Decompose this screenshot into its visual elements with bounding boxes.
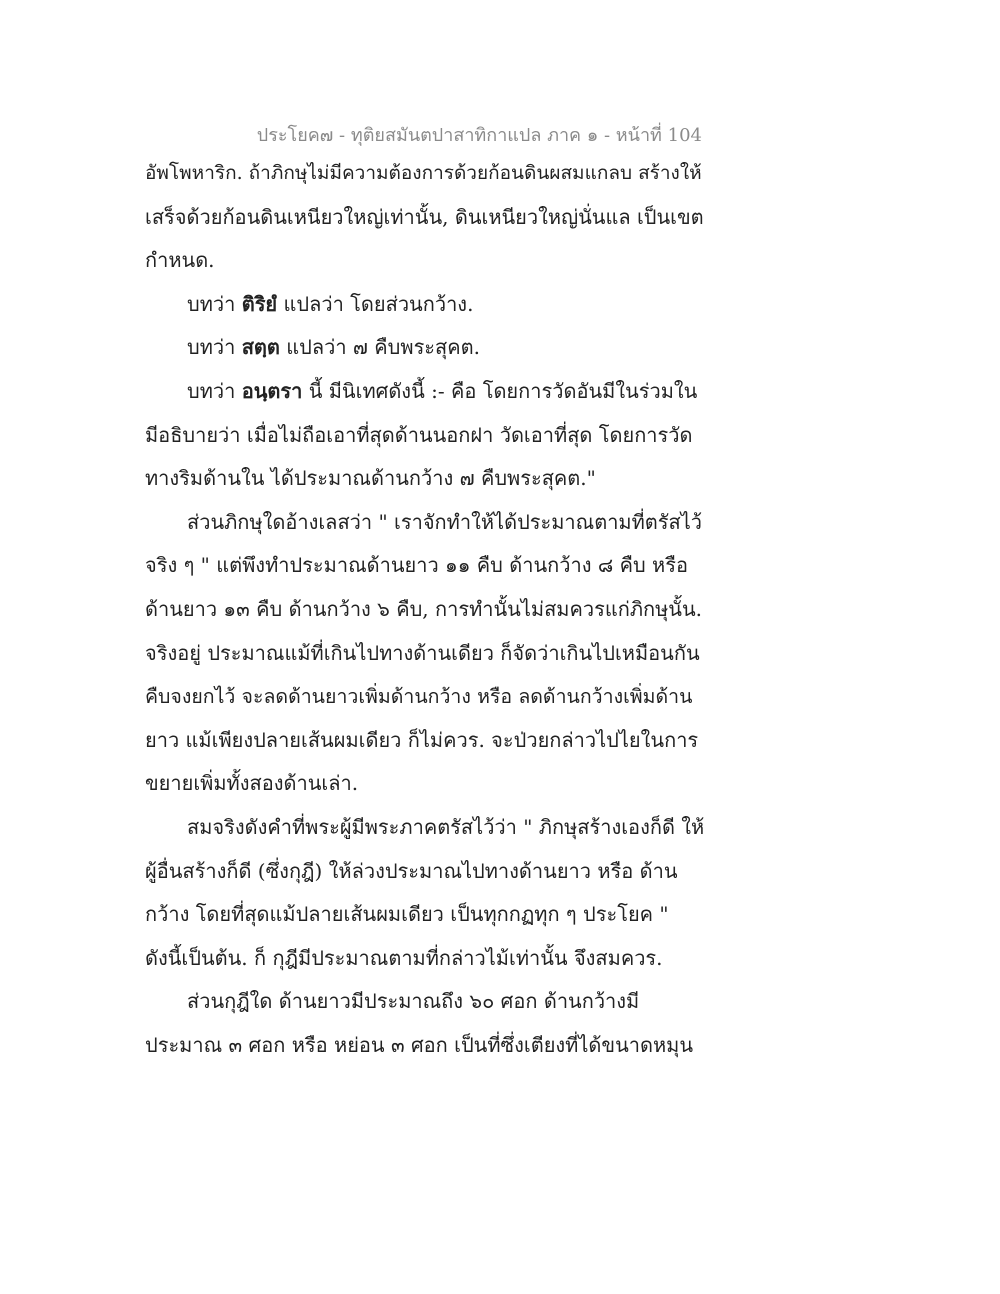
document-body [145, 152, 705, 1067]
text-line: ด้านยาว ๑๓ คืบ ด้านกว้าง ๖ คืบ, การทำนั้นไม่สมควรแก่ภิกษุนั้น. [145, 596, 703, 621]
text-line: ขยายเพิ่มทั้งสองด้านเล่า. [145, 771, 359, 796]
text-line: บทว่า อนฺตรา นี้ มีนิเทศดังนี้ :- คือ โดยการวัดอันมีในร่วมใน [187, 378, 698, 403]
text-line: ทางริมด้านใน ได้ประมาณด้านกว้าง ๗ คืบพระสุคต." [145, 466, 596, 491]
text-line: อัพโพหาริก. ถ้าภิกษุไม่มีความต้องการด้วยก้อนดินผสมแกลบ สร้างให้ [145, 162, 702, 184]
text-line: ส่วนกุฎีใด ด้านยาวมีประมาณถึง ๖๐ ศอก ด้านกว้างมี [187, 989, 640, 1014]
text-line: ยาว แม้เพียงปลายเส้นผมเดียว ก็ไม่ควร. จะป่วยกล่าวไปไยในการ [145, 727, 699, 752]
text-line: ประมาณ ๓ ศอก หรือ หย่อน ๓ ศอก เป็นที่ซึ่งเตียงที่ได้ขนาดหมุน [145, 1032, 694, 1057]
pali-term: ติริยํ [241, 291, 278, 316]
text-line: คืบจงยกไว้ จะลดด้านยาวเพิ่มด้านกว้าง หรือ ลดด้านกว้างเพิ่มด้าน [145, 685, 693, 709]
text-line: จริงอยู่ ประมาณแม้ที่เกินไปทางด้านเดียว ก็จัดว่าเกินไปเหมือนกัน [145, 640, 700, 665]
text-line: ดังนี้เป็นต้น. ก็ กุฎีมีประมาณตามที่กล่าวไม้เท่านั้น จึงสมควร. [145, 945, 663, 970]
text-line: กว้าง โดยที่สุดแม้ปลายเส้นผมเดียว เป็นทุกกฏทุก ๆ ประโยค " [145, 902, 669, 927]
pali-term: สตฺต [241, 335, 280, 360]
pali-term: อนฺตรา [241, 378, 303, 403]
text-line: จริง ๆ " แต่พึงทำประมาณด้านยาว ๑๑ คืบ ด้านกว้าง ๘ คืบ หรือ [145, 553, 688, 578]
text-line: ส่วนภิกษุใดอ้างเลสว่า " เราจักทำให้ได้ประมาณตามที่ตรัสไว้ [187, 509, 703, 534]
text-line: กำหนด. [145, 248, 215, 273]
text-line: ผู้อื่นสร้างก็ดี (ซึ่งกุฎี) ให้ล่วงประมาณไปทางด้านยาว หรือ ด้าน [145, 858, 678, 883]
text-line: บทว่า สตฺต แปลว่า ๗ คืบพระสุคต. [187, 335, 480, 360]
text-line: มีอธิบายว่า เมื่อไม่ถือเอาที่สุดด้านนอกฝา วัดเอาที่สุด โดยการวัด [145, 422, 693, 447]
text-line: สมจริงดังคำที่พระผู้มีพระภาคตรัสไว้ว่า " ภิกษุสร้างเองก็ดี ให้ [187, 814, 705, 839]
text-line: เสร็จด้วยก้อนดินเหนียวใหญ่เท่านั้น, ดินเหนียวใหญ่นั่นแล เป็นเขต [145, 204, 704, 229]
text-line: บทว่า ติริยํ แปลว่า โดยส่วนกว้าง. [187, 291, 474, 316]
page-header: ประโยค๗ - ทุติยสมันตปาสาทิกาแปล ภาค ๑ - หน้าที่ 104 [256, 125, 702, 146]
